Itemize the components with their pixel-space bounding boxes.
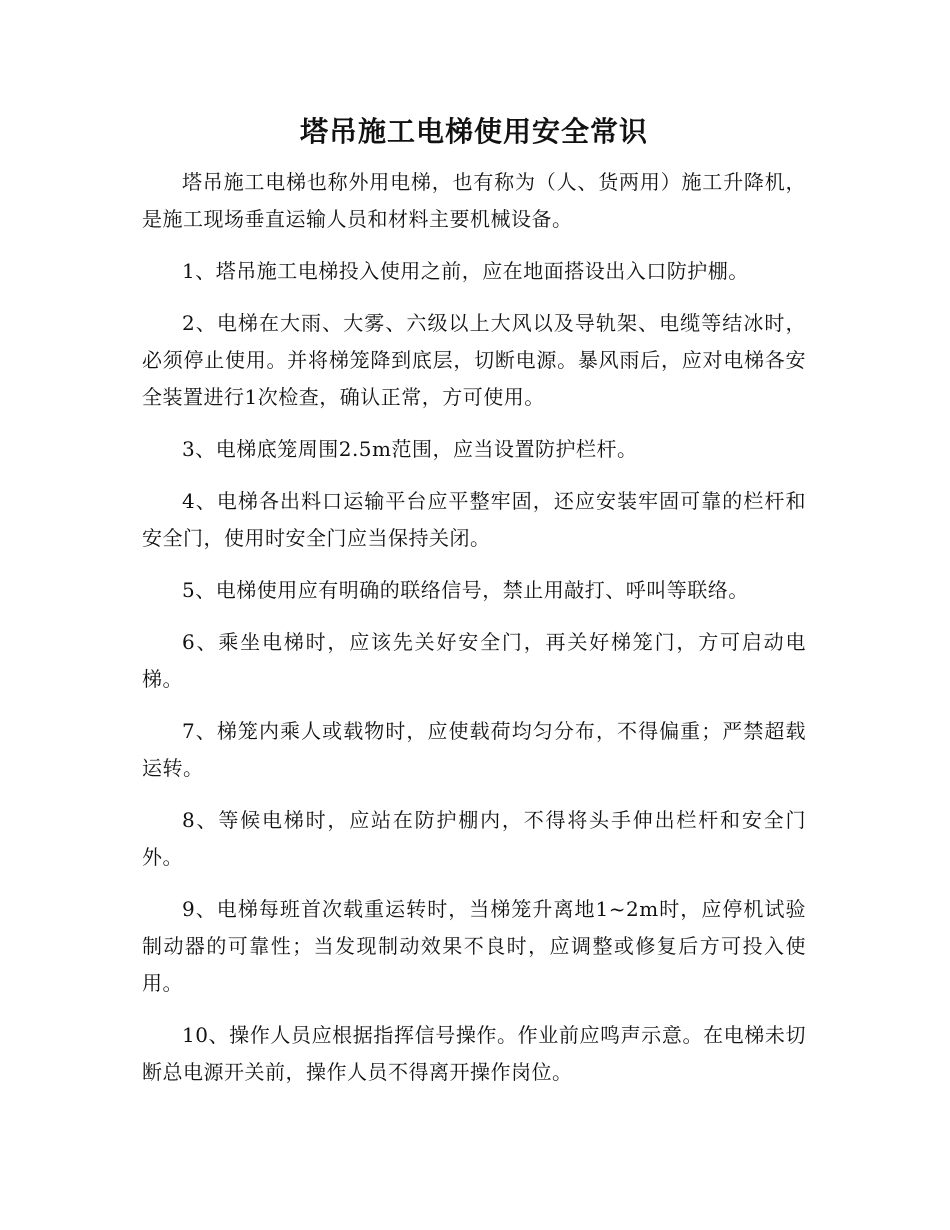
intro-paragraph: 塔吊施工电梯也称外用电梯，也有称为（人、货两用）施工升降机，是施工现场垂直运输人员和材料主要机械设备。 xyxy=(142,170,806,231)
safety-item-8: 8、等候电梯时，应站在防护棚内，不得将头手伸出栏杆和安全门外。 xyxy=(142,808,806,869)
safety-item-4: 4、电梯各出料口运输平台应平整牢固，还应安装牢固可靠的栏杆和安全门，使用时安全门应当保持关闭。 xyxy=(142,489,806,550)
safety-item-10: 10、操作人员应根据指挥信号操作。作业前应鸣声示意。在电梯未切断总电源开关前，操作人员不得离开操作岗位。 xyxy=(142,1023,806,1084)
safety-item-3: 3、电梯底笼周围2.5m范围，应当设置防护栏杆。 xyxy=(182,437,638,461)
document-page xyxy=(142,112,806,1091)
safety-item-7: 7、梯笼内乘人或载物时，应使载荷均匀分布，不得偏重；严禁超载运转。 xyxy=(142,719,806,780)
safety-item-1: 1、塔吊施工电梯投入使用之前，应在地面搭设出入口防护棚。 xyxy=(182,259,749,283)
safety-item-5: 5、电梯使用应有明确的联络信号，禁止用敲打、呼叫等联络。 xyxy=(182,578,749,602)
safety-item-9: 9、电梯每班首次载重运转时，当梯笼升离地1~2m时，应停机试验制动器的可靠性；当发现制动效果不良时，应调整或修复后方可投入使用。 xyxy=(142,897,806,995)
document-title: 塔吊施工电梯使用安全常识 xyxy=(299,115,648,148)
safety-item-2: 2、电梯在大雨、大雾、六级以上大风以及导轨架、电缆等结冰时，必须停止使用。并将梯笼降到底层，切断电源。暴风雨后，应对电梯各安全装置进行1次检查，确认正常，方可使用。 xyxy=(142,311,806,409)
safety-item-6: 6、乘坐电梯时，应该先关好安全门，再关好梯笼门，方可启动电梯。 xyxy=(142,630,806,691)
